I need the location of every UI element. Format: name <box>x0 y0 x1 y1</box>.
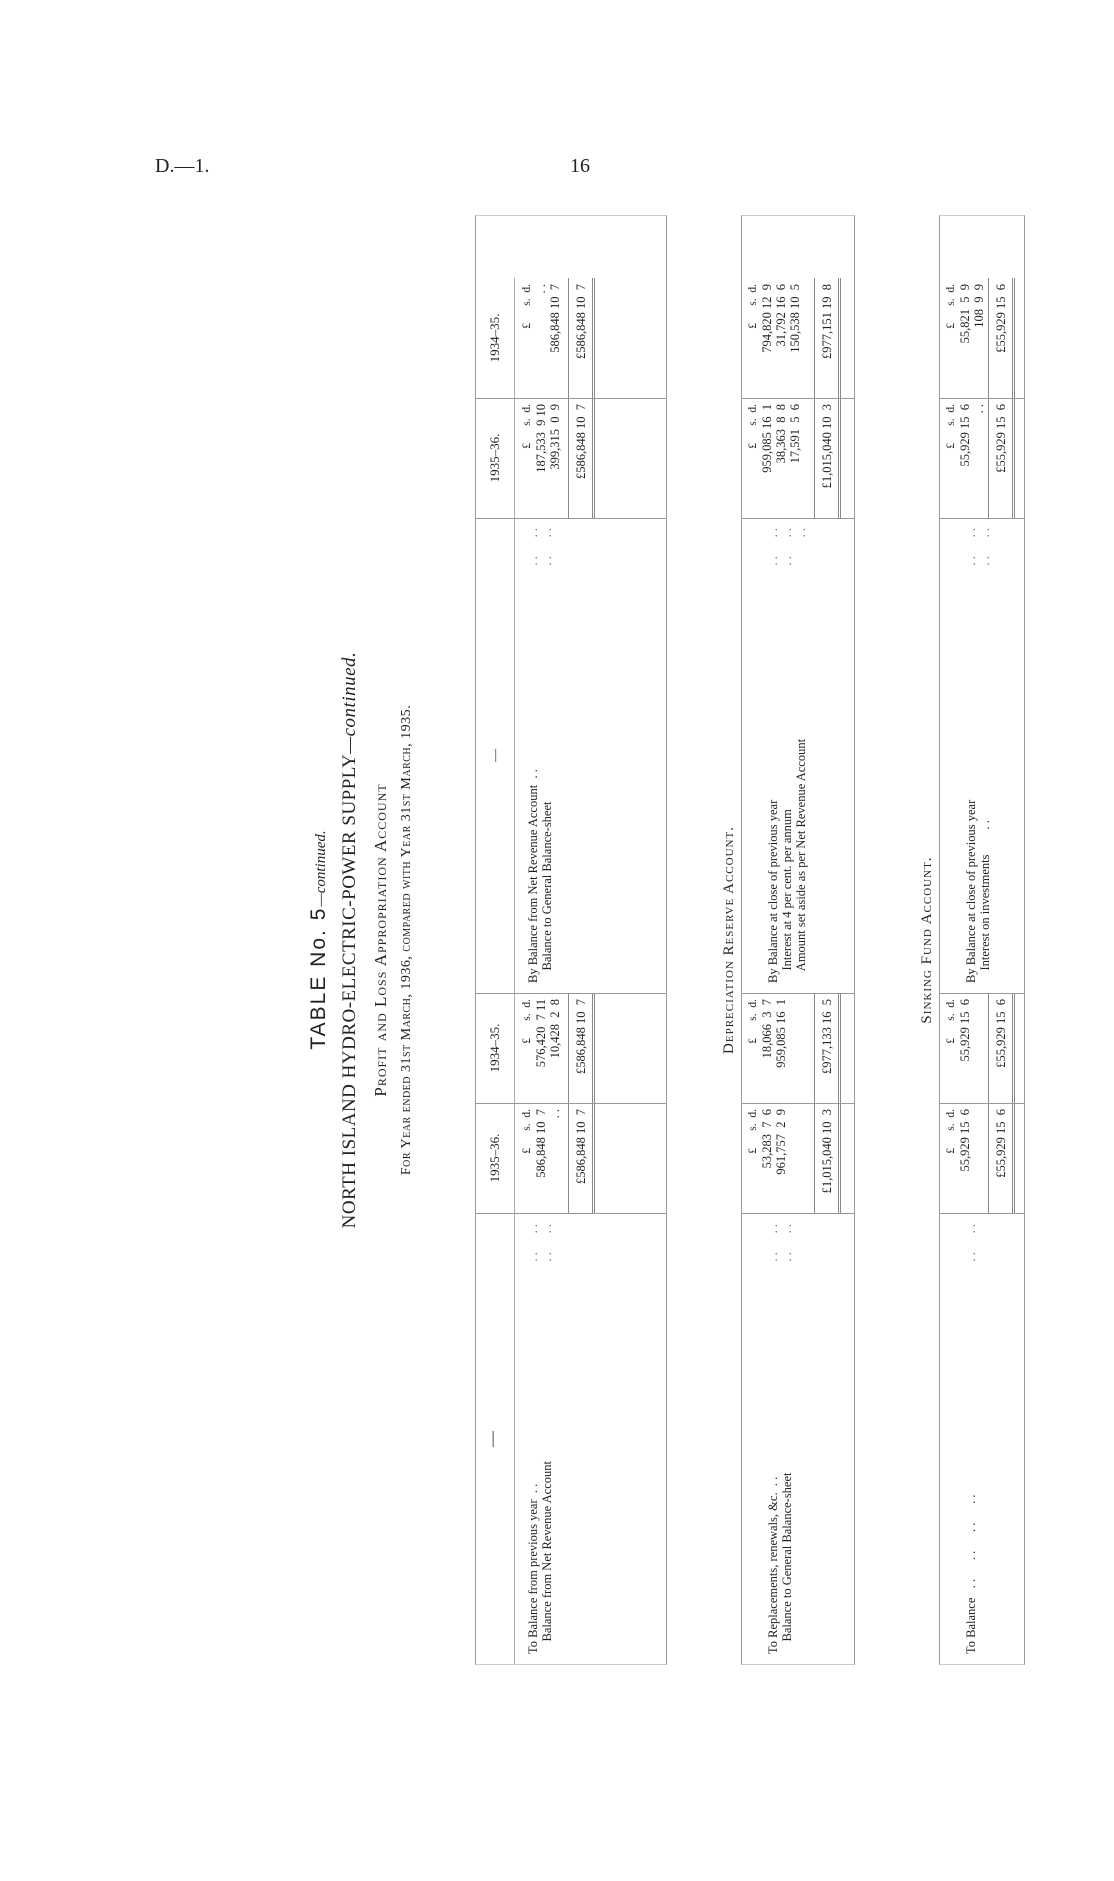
pl-debit-y1-total: £586,848 10 7 <box>574 1109 588 1184</box>
sink-credit-y2-double-rule <box>1012 278 1015 398</box>
dep-credit-y1-rule <box>814 398 815 518</box>
pl-debit-desc-header: — <box>476 1214 515 1664</box>
pl-credit-y1-val-2: 399,315 0 9 <box>548 404 562 470</box>
dep-credit-y2-val-2: 31,792 16 6 <box>774 284 788 347</box>
sink-debit-y2-double-rule <box>1012 993 1015 1103</box>
dep-debit-y2-val-2: 959,085 16 1 <box>774 999 788 1068</box>
dep-credit-y1-val-2: 38,363 8 8 <box>774 404 788 464</box>
dep-debit-desc-col <box>742 1214 854 1664</box>
dep-credit-y2-col <box>742 278 854 399</box>
pl-credit-desc-1: By Balance from Net Revenue Account . . <box>526 769 540 983</box>
sink-debit-desc-1: To Balance . . . . . . . . <box>964 1494 978 1654</box>
dep-credit-dots-2: . . . . <box>780 528 794 566</box>
pl-credit-desc-2: Balance to General Balance-sheet <box>540 801 554 983</box>
pl-debit-y1-col <box>476 1103 666 1214</box>
pl-credit-y2-double-rule <box>592 278 595 398</box>
depreciation-table <box>741 215 855 1665</box>
sink-debit-y2-col <box>940 993 1024 1104</box>
dep-credit-y2-rule <box>814 278 815 398</box>
dep-credit-y1-total: £1,015,040 10 3 <box>820 404 834 489</box>
supply-name: NORTH ISLAND HYDRO-ELECTRIC-POWER SUPPLY <box>339 753 360 1229</box>
pl-debit-desc-2: Balance from Net Revenue Account <box>540 1461 554 1654</box>
pl-debit-dots-1: . . . . <box>526 1224 540 1262</box>
dep-debit-y1-val-1: 53,283 7 6 <box>760 1109 774 1169</box>
pl-credit-y2-col <box>476 278 666 399</box>
dep-debit-y1-double-rule <box>838 1103 841 1213</box>
table-number: TABLE No. 5 <box>307 906 330 1050</box>
dep-credit-dots-1: . . . . <box>766 528 780 566</box>
sink-credit-y1-val-2: . . <box>972 404 986 414</box>
pl-debit-desc-col <box>476 1214 666 1664</box>
supply-continued: —continued. <box>339 651 360 754</box>
dep-credit-desc-1: By Balance at close of previous year <box>766 799 780 983</box>
sink-credit-y2-total: £55,929 15 6 <box>994 284 1008 353</box>
sink-debit-y1-total: £55,929 15 6 <box>994 1109 1008 1178</box>
dep-credit-y2-units: £ s. d. <box>747 284 759 329</box>
dep-debit-desc-1: To Replacements, renewals, &c. . . <box>766 1476 780 1654</box>
page-reference: D.—1. <box>155 155 210 177</box>
sink-debit-y1-rule <box>988 1103 989 1213</box>
sink-debit-y2-rule <box>988 993 989 1103</box>
sink-debit-y2-total: £55,929 15 6 <box>994 999 1008 1068</box>
pl-credit-y1-units: £ s. d. <box>521 404 533 449</box>
pl-debit-y1-units: £ s. d. <box>521 1109 533 1154</box>
pl-debit-y2-header: 1934–35. <box>476 993 515 1103</box>
dep-credit-y2-val-3: 150,538 10 5 <box>788 284 802 353</box>
pl-credit-y2-val-2: 586,848 10 7 <box>548 284 562 353</box>
dep-credit-desc-col <box>742 518 854 994</box>
pl-credit-dots-1: . . . . <box>526 528 540 566</box>
pl-debit-y2-total: £586,848 10 7 <box>574 999 588 1074</box>
dep-debit-y2-total: £977,133 16 5 <box>820 999 834 1074</box>
sink-credit-y1-val-1: 55,929 15 6 <box>958 404 972 467</box>
table-title <box>295 215 331 1665</box>
sink-debit-dots-1: . . . . <box>964 1224 978 1262</box>
dep-credit-y1-val-1: 959,085 16 1 <box>760 404 774 473</box>
period-subtitle: For Year ended 31st March, 1936, compared with Year 31st March, 1935. <box>399 704 414 1176</box>
pl-credit-y1-header: 1935–36. <box>476 398 515 518</box>
pl-debit-y2-units: £ s. d. <box>521 999 533 1044</box>
pl-credit-y2-units: £ s. d. <box>521 284 533 329</box>
sink-credit-y1-col <box>940 398 1024 519</box>
sink-debit-y1-double-rule <box>1012 1103 1015 1213</box>
sink-credit-y1-units: £ s. d. <box>945 404 957 449</box>
sink-debit-y1-val-1: 55,929 15 6 <box>958 1109 972 1172</box>
pl-debit-y2-col <box>476 993 666 1104</box>
sink-credit-dots-1: . . . . <box>964 528 978 566</box>
pl-debit-y1-rule <box>568 1103 569 1213</box>
dep-debit-desc-2: Balance to General Balance-sheet <box>780 1472 794 1654</box>
pl-debit-desc-1: To Balance from previous year . . <box>526 1483 540 1654</box>
pl-credit-desc-header: — <box>476 518 515 993</box>
sink-credit-y1-rule <box>988 398 989 518</box>
dep-credit-y1-double-rule <box>838 398 841 518</box>
pl-credit-desc-col <box>476 518 666 994</box>
sink-debit-y1-col <box>940 1103 1024 1214</box>
dep-credit-desc-2: Interest at 4 per cent. per annum <box>780 809 794 983</box>
depreciation-title: Depreciation Reserve Account. <box>721 826 737 1054</box>
dep-debit-y1-rule <box>814 1103 815 1213</box>
pl-credit-y1-double-rule <box>592 398 595 518</box>
pl-credit-y2-val-1: . . <box>534 284 548 294</box>
supply-title <box>339 215 361 1665</box>
page-number: 16 <box>570 155 590 177</box>
pl-debit-y2-double-rule <box>592 993 595 1103</box>
pl-debit-y1-header: 1935–36. <box>476 1103 515 1213</box>
sink-debit-y2-units: £ s. d. <box>945 999 957 1044</box>
pl-credit-y1-col <box>476 398 666 519</box>
pl-credit-y1-rule <box>568 398 569 518</box>
dep-credit-y1-units: £ s. d. <box>747 404 759 449</box>
profit-loss-table <box>475 215 667 1665</box>
dep-credit-y1-val-3: 17,591 5 6 <box>788 404 802 464</box>
sinking-fund-title: Sinking Fund Account. <box>919 856 935 1024</box>
pl-credit-y1-total: £586,848 10 7 <box>574 404 588 479</box>
sink-credit-y1-double-rule <box>1012 398 1015 518</box>
sink-debit-y1-units: £ s. d. <box>945 1109 957 1154</box>
dep-debit-y2-val-1: 18,066 3 7 <box>760 999 774 1059</box>
dep-credit-y2-double-rule <box>838 278 841 398</box>
table-heading <box>295 215 475 1665</box>
pl-credit-y2-rule <box>568 278 569 398</box>
rotated-table-content <box>295 215 1008 1665</box>
dep-credit-desc-3: Amount set aside as per Net Revenue Account <box>794 738 808 983</box>
sink-credit-desc-2: Interest on investments . . <box>978 820 992 983</box>
dep-debit-y2-col <box>742 993 854 1104</box>
sink-credit-desc-1: By Balance at close of previous year <box>964 799 978 983</box>
sink-debit-y2-val-1: 55,929 15 6 <box>958 999 972 1062</box>
sink-credit-dots-2: . . . . <box>978 528 992 566</box>
dep-credit-y1-col <box>742 398 854 519</box>
pl-credit-y2-total: £586,848 10 7 <box>574 284 588 359</box>
dep-credit-y2-total: £977,151 19 8 <box>820 284 834 359</box>
sink-credit-y1-total: £55,929 15 6 <box>994 404 1008 473</box>
sink-credit-y2-val-1: 55,821 5 9 <box>958 284 972 344</box>
pl-credit-y2-header: 1934–35. <box>476 278 515 398</box>
sink-debit-desc-col <box>940 1214 1024 1664</box>
dep-debit-y2-double-rule <box>838 993 841 1103</box>
dep-credit-y2-val-1: 794,820 12 9 <box>760 284 774 353</box>
pl-debit-y1-val-2: . . <box>548 1109 562 1119</box>
dep-debit-y1-units: £ s. d. <box>747 1109 759 1154</box>
dep-debit-y1-val-2: 961,757 2 9 <box>774 1109 788 1175</box>
account-title: Profit and Loss Appropriation Account <box>371 783 390 1097</box>
dep-debit-dots-2: . . . . <box>780 1224 794 1262</box>
table-continued: —continued. <box>313 830 329 907</box>
pl-debit-y1-val-1: 586,848 10 7 <box>534 1109 548 1178</box>
dep-credit-dots-3: . . <box>794 528 808 538</box>
sink-credit-y2-col <box>940 278 1024 399</box>
sinking-fund-table <box>939 215 1025 1665</box>
pl-debit-y1-double-rule <box>592 1103 595 1213</box>
dep-debit-dots-1: . . . . <box>766 1224 780 1262</box>
pl-debit-y2-val-1: 576,420 7 11 <box>534 999 548 1068</box>
pl-debit-y2-val-2: 10,428 2 8 <box>548 999 562 1059</box>
dep-debit-y1-total: £1,015,040 10 3 <box>820 1109 834 1194</box>
pl-debit-dots-2: . . . . <box>540 1224 554 1262</box>
sink-credit-y2-units: £ s. d. <box>945 284 957 329</box>
sink-credit-y2-val-2: 108 9 9 <box>972 284 986 328</box>
dep-debit-y1-col <box>742 1103 854 1214</box>
dep-debit-y2-units: £ s. d. <box>747 999 759 1044</box>
dep-debit-y2-rule <box>814 993 815 1103</box>
sink-credit-desc-col <box>940 518 1024 994</box>
sink-credit-y2-rule <box>988 278 989 398</box>
pl-credit-y1-val-1: 187,533 9 10 <box>534 404 548 473</box>
pl-credit-dots-2: . . . . <box>540 528 554 566</box>
pl-debit-y2-rule <box>568 993 569 1103</box>
